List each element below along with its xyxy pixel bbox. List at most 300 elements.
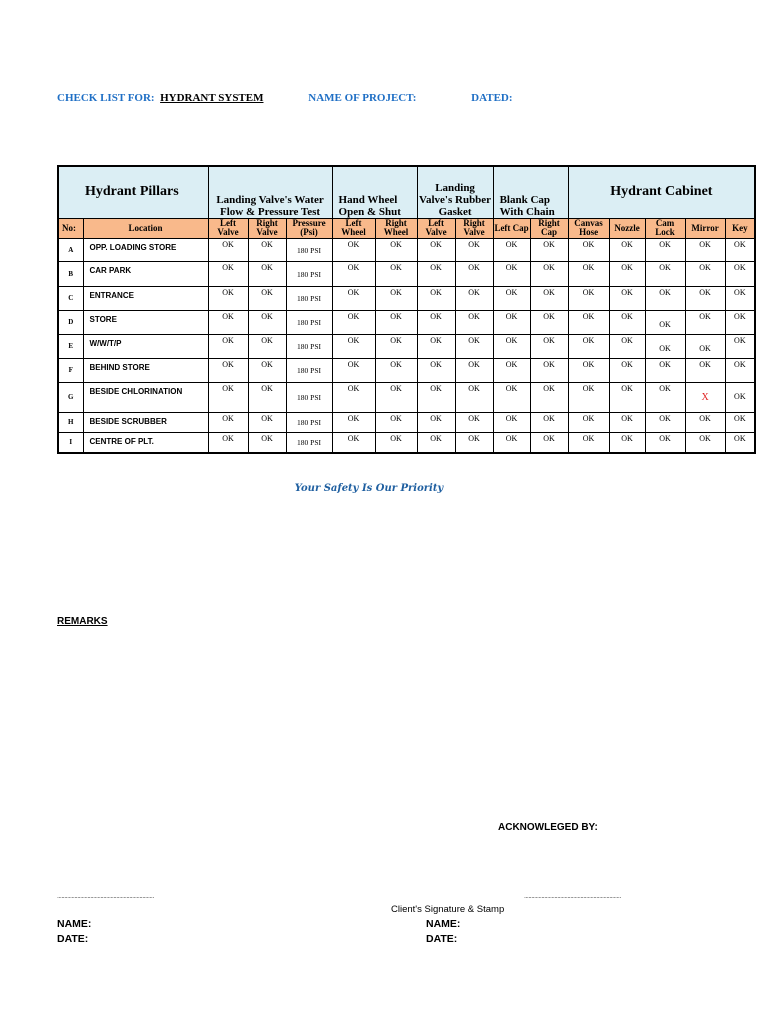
col-header: No: — [58, 218, 83, 238]
status-cell — [609, 238, 645, 261]
status-cell — [455, 432, 493, 453]
status-value: OK — [621, 359, 633, 369]
status-cell — [493, 412, 530, 432]
status-cell — [493, 238, 530, 261]
status-cell — [286, 432, 332, 453]
status-value: OK — [543, 413, 555, 423]
status-cell — [725, 412, 755, 432]
status-value: OK — [468, 311, 480, 321]
status-cell — [248, 412, 286, 432]
status-value: OK — [347, 413, 360, 423]
status-cell — [286, 334, 332, 358]
status-cell — [286, 382, 332, 412]
status-value: OK — [734, 391, 746, 401]
status-cell — [286, 261, 332, 286]
status-cell — [417, 286, 455, 310]
status-cell — [725, 358, 755, 382]
status-value: OK — [699, 359, 711, 369]
status-cell — [645, 412, 685, 432]
status-cell — [417, 432, 455, 453]
status-cell — [375, 382, 417, 412]
status-cell — [375, 261, 417, 286]
status-cell — [455, 412, 493, 432]
status-value: OK — [222, 383, 234, 393]
status-cell — [530, 358, 568, 382]
status-cell — [725, 432, 755, 453]
status-value: OK — [430, 413, 442, 423]
signature-block-left — [57, 917, 91, 947]
status-cell — [530, 261, 568, 286]
table-row — [58, 382, 755, 412]
date-label: DATE: — [57, 933, 89, 945]
status-cell — [568, 358, 609, 382]
status-cell — [286, 286, 332, 310]
row-location: OPP. LOADING STORE — [83, 238, 208, 261]
status-value: OK — [582, 359, 595, 369]
status-value: OK — [468, 287, 480, 297]
row-number: B — [58, 261, 83, 286]
status-value: OK — [430, 262, 442, 272]
status-cell — [375, 286, 417, 310]
status-value: 180 PSI — [297, 393, 322, 402]
status-cell — [725, 310, 755, 334]
hydrant-checklist-table — [57, 165, 756, 454]
col-header: Mirror — [685, 218, 725, 238]
status-value: OK — [505, 359, 518, 369]
status-value: OK — [390, 262, 402, 272]
status-value: OK — [430, 239, 442, 249]
status-cell — [455, 310, 493, 334]
status-cell — [455, 382, 493, 412]
status-cell — [530, 334, 568, 358]
col-header: Pressure (Psi) — [286, 218, 332, 238]
status-value: OK — [543, 287, 555, 297]
status-value: OK — [347, 383, 360, 393]
status-cell — [375, 432, 417, 453]
status-cell — [609, 358, 645, 382]
table-row — [58, 412, 755, 432]
col-header: Cam Lock — [645, 218, 685, 238]
status-cell — [645, 238, 685, 261]
status-value: OK — [582, 311, 595, 321]
status-value: OK — [543, 262, 555, 272]
group-hydrant-cabinet: Hydrant Cabinet — [568, 166, 755, 218]
status-value: OK — [659, 383, 671, 393]
status-value: 180 PSI — [297, 438, 322, 448]
status-cell — [645, 286, 685, 310]
status-cell — [609, 286, 645, 310]
status-value: OK — [261, 359, 273, 369]
client-signature-caption: Client's Signature & Stamp — [391, 904, 505, 915]
status-value: OK — [261, 287, 273, 297]
status-cell — [248, 382, 286, 412]
status-cell — [725, 382, 755, 412]
status-value: OK — [347, 433, 360, 443]
table-row — [58, 334, 755, 358]
status-value: OK — [699, 311, 711, 321]
status-value: OK — [699, 262, 711, 272]
status-value: OK — [261, 383, 273, 393]
status-value: OK — [430, 383, 442, 393]
status-value: OK — [699, 413, 711, 423]
row-location: CAR PARK — [83, 261, 208, 286]
status-cell — [568, 412, 609, 432]
status-value: OK — [390, 359, 402, 369]
status-value: OK — [543, 239, 555, 249]
status-value: 180 PSI — [297, 318, 322, 327]
status-value: OK — [505, 433, 518, 443]
status-value: OK — [659, 413, 671, 423]
col-header: Canvas Hose — [568, 218, 609, 238]
col-header: Left Cap — [493, 218, 530, 238]
status-value: OK — [582, 239, 595, 249]
status-cell — [286, 238, 332, 261]
status-value: OK — [468, 262, 480, 272]
status-value: OK — [734, 433, 746, 443]
status-cell — [725, 261, 755, 286]
name-label: NAME: — [57, 918, 92, 930]
status-value: OK — [222, 413, 234, 423]
status-value: OK — [347, 287, 360, 297]
status-value: OK — [430, 359, 442, 369]
status-value: OK — [390, 239, 402, 249]
status-value: OK — [430, 287, 442, 297]
status-cell — [685, 238, 725, 261]
status-cell — [645, 261, 685, 286]
row-location: BEHIND STORE — [83, 358, 208, 382]
status-cell — [455, 358, 493, 382]
row-number: C — [58, 286, 83, 310]
status-cell — [685, 334, 725, 358]
status-value: OK — [347, 359, 360, 369]
status-value: OK — [261, 311, 273, 321]
status-cell — [685, 432, 725, 453]
status-cell — [208, 310, 248, 334]
status-cell — [725, 334, 755, 358]
status-cell — [568, 382, 609, 412]
status-value: OK — [734, 413, 746, 423]
status-value: OK — [543, 433, 555, 443]
status-value: 180 PSI — [297, 269, 322, 279]
status-value: OK — [621, 262, 633, 272]
row-location: CENTRE OF PLT. — [83, 432, 208, 453]
status-cell — [568, 286, 609, 310]
status-cell — [530, 238, 568, 261]
status-value: OK — [699, 287, 711, 297]
status-cell — [568, 238, 609, 261]
table-row — [58, 358, 755, 382]
row-number: G — [58, 382, 83, 412]
status-value: OK — [222, 311, 234, 321]
table-row — [58, 261, 755, 286]
status-cell — [375, 238, 417, 261]
status-value: OK — [659, 262, 671, 272]
status-value: OK — [222, 359, 234, 369]
table-body — [58, 238, 755, 453]
status-cell — [725, 286, 755, 310]
status-value: OK — [582, 383, 595, 393]
status-cell — [568, 261, 609, 286]
status-value: OK — [347, 335, 360, 345]
status-cell — [493, 382, 530, 412]
col-header: Location — [83, 218, 208, 238]
status-cell — [332, 238, 375, 261]
status-cell — [530, 286, 568, 310]
checklist-label: CHECK LIST FOR: — [57, 92, 155, 104]
row-location: STORE — [83, 310, 208, 334]
status-cell — [248, 261, 286, 286]
status-value: OK — [734, 335, 746, 345]
status-value: OK — [261, 335, 273, 345]
row-number: I — [58, 432, 83, 453]
status-cell — [375, 358, 417, 382]
status-cell — [530, 412, 568, 432]
status-cell — [417, 238, 455, 261]
status-value: OK — [734, 359, 746, 369]
remarks-label: REMARKS — [57, 616, 108, 627]
col-header: Right Valve — [248, 218, 286, 238]
acknowledged-label: ACKNOWLEGED BY: — [498, 822, 598, 833]
status-value: OK — [659, 343, 671, 353]
signature-block-right — [426, 917, 460, 947]
table-row — [58, 310, 755, 334]
col-header: Left Wheel — [332, 218, 375, 238]
status-value: OK — [222, 287, 234, 297]
status-value: OK — [468, 413, 480, 423]
status-cell — [208, 334, 248, 358]
status-cell — [493, 261, 530, 286]
status-cell — [208, 358, 248, 382]
dated-label: DATED: — [471, 92, 513, 104]
status-value: OK — [261, 433, 273, 443]
status-cell — [645, 310, 685, 334]
status-value: OK — [390, 383, 402, 393]
col-header: Key — [725, 218, 755, 238]
status-value: OK — [543, 359, 555, 369]
status-cell — [493, 310, 530, 334]
status-value: OK — [390, 433, 402, 443]
status-cell — [685, 412, 725, 432]
col-header: Right Wheel — [375, 218, 417, 238]
status-cell — [332, 358, 375, 382]
status-value: OK — [505, 262, 518, 272]
status-cell — [685, 358, 725, 382]
status-cell — [685, 310, 725, 334]
status-value: OK — [621, 239, 633, 249]
status-cell — [417, 310, 455, 334]
status-cell — [455, 286, 493, 310]
status-cell — [645, 432, 685, 453]
status-value: OK — [582, 413, 595, 423]
status-value: OK — [261, 262, 273, 272]
status-value: OK — [468, 335, 480, 345]
status-cell — [375, 310, 417, 334]
status-value: 180 PSI — [297, 342, 322, 351]
col-header: Right Cap — [530, 218, 568, 238]
status-cell — [609, 334, 645, 358]
col-header: Left Valve — [417, 218, 455, 238]
status-value: OK — [505, 239, 518, 249]
status-value: OK — [582, 335, 595, 345]
status-cell — [417, 382, 455, 412]
status-cell — [286, 412, 332, 432]
status-value: OK — [659, 239, 671, 249]
status-value: OK — [621, 311, 633, 321]
status-value: OK — [582, 433, 595, 443]
status-cell — [286, 358, 332, 382]
status-value: OK — [543, 335, 555, 345]
status-value: OK — [468, 383, 480, 393]
status-cell — [455, 261, 493, 286]
row-number: D — [58, 310, 83, 334]
status-cell — [248, 286, 286, 310]
status-cell — [332, 412, 375, 432]
status-value: X — [701, 392, 709, 403]
checklist-value: HYDRANT SYSTEM — [160, 92, 264, 104]
status-cell — [417, 358, 455, 382]
status-cell — [645, 382, 685, 412]
status-value: OK — [505, 311, 518, 321]
status-cell — [248, 238, 286, 261]
name-label: NAME: — [426, 918, 461, 930]
status-value: OK — [390, 335, 402, 345]
status-value: OK — [505, 383, 518, 393]
status-cell — [455, 238, 493, 261]
status-cell — [609, 412, 645, 432]
status-cell — [375, 334, 417, 358]
status-value: OK — [699, 343, 711, 353]
status-value: OK — [621, 287, 633, 297]
status-value: OK — [347, 239, 360, 249]
status-cell — [375, 412, 417, 432]
status-value: OK — [390, 287, 402, 297]
status-value: OK — [734, 239, 746, 249]
status-value: OK — [347, 262, 360, 272]
row-number: E — [58, 334, 83, 358]
status-value: 180 PSI — [297, 294, 322, 303]
status-value: OK — [659, 287, 671, 297]
project-label: NAME OF PROJECT: — [308, 92, 417, 104]
status-cell — [609, 261, 645, 286]
status-cell — [208, 412, 248, 432]
status-cell — [248, 334, 286, 358]
status-cell — [208, 432, 248, 453]
status-cell — [417, 412, 455, 432]
status-value: OK — [430, 335, 442, 345]
status-cell — [493, 432, 530, 453]
row-location: BESIDE SCRUBBER — [83, 412, 208, 432]
row-location: W/W/T/P — [83, 334, 208, 358]
status-cell — [530, 310, 568, 334]
row-location: BESIDE CHLORINATION — [83, 382, 208, 412]
status-cell — [493, 286, 530, 310]
status-value: OK — [621, 433, 633, 443]
status-cell — [725, 238, 755, 261]
status-value: OK — [261, 239, 273, 249]
status-cell — [208, 261, 248, 286]
status-cell — [455, 334, 493, 358]
status-cell — [248, 358, 286, 382]
status-cell — [332, 261, 375, 286]
status-value: OK — [505, 335, 518, 345]
group-hydrant-pillars: Hydrant Pillars — [58, 166, 208, 218]
status-value: OK — [543, 311, 555, 321]
group-landing-valve-test: Landing Valve's Water Flow & Pressure Test — [208, 166, 332, 218]
status-cell — [208, 286, 248, 310]
status-value: OK — [430, 311, 442, 321]
checklist-header — [57, 92, 513, 104]
status-cell — [493, 334, 530, 358]
status-value: OK — [468, 433, 480, 443]
status-cell — [530, 432, 568, 453]
status-value: OK — [621, 413, 633, 423]
status-cell — [645, 358, 685, 382]
status-value: OK — [659, 433, 671, 443]
group-header-row — [58, 166, 755, 218]
group-hand-wheel: Hand Wheel Open & Shut — [332, 166, 417, 218]
row-number: H — [58, 412, 83, 432]
status-value: 180 PSI — [297, 418, 322, 427]
status-value: OK — [659, 319, 671, 329]
status-cell — [685, 382, 725, 412]
status-value: OK — [582, 262, 595, 272]
status-value: OK — [390, 311, 402, 321]
status-cell — [248, 432, 286, 453]
status-cell — [530, 382, 568, 412]
status-value: OK — [699, 433, 711, 443]
status-value: OK — [468, 239, 480, 249]
signature-line-right: ................................................................... — [524, 893, 621, 900]
status-cell — [332, 310, 375, 334]
status-value: OK — [505, 287, 518, 297]
status-cell — [332, 432, 375, 453]
status-value: 180 PSI — [297, 366, 322, 375]
status-value: OK — [582, 287, 595, 297]
status-cell — [685, 261, 725, 286]
table-row — [58, 432, 755, 453]
status-value: OK — [222, 433, 234, 443]
status-value: OK — [734, 287, 746, 297]
date-label: DATE: — [426, 933, 458, 945]
col-header: Left Valve — [208, 218, 248, 238]
status-value: OK — [734, 262, 746, 272]
status-cell — [286, 310, 332, 334]
table-row — [58, 286, 755, 310]
status-value: OK — [390, 413, 402, 423]
status-cell — [332, 286, 375, 310]
status-value: OK — [621, 383, 633, 393]
status-value: OK — [222, 262, 234, 272]
status-cell — [208, 382, 248, 412]
status-value: 180 PSI — [297, 245, 322, 255]
row-location: ENTRANCE — [83, 286, 208, 310]
status-value: OK — [222, 335, 234, 345]
row-number: F — [58, 358, 83, 382]
status-value: OK — [543, 383, 555, 393]
status-cell — [332, 382, 375, 412]
status-value: OK — [734, 311, 746, 321]
status-cell — [493, 358, 530, 382]
status-cell — [645, 334, 685, 358]
status-value: OK — [430, 433, 442, 443]
status-cell — [568, 432, 609, 453]
signature-line-left: ................................................................... — [57, 893, 154, 900]
col-header: Right Valve — [455, 218, 493, 238]
status-value: OK — [468, 359, 480, 369]
status-value: OK — [621, 335, 633, 345]
status-value: OK — [347, 311, 360, 321]
col-header: Nozzle — [609, 218, 645, 238]
